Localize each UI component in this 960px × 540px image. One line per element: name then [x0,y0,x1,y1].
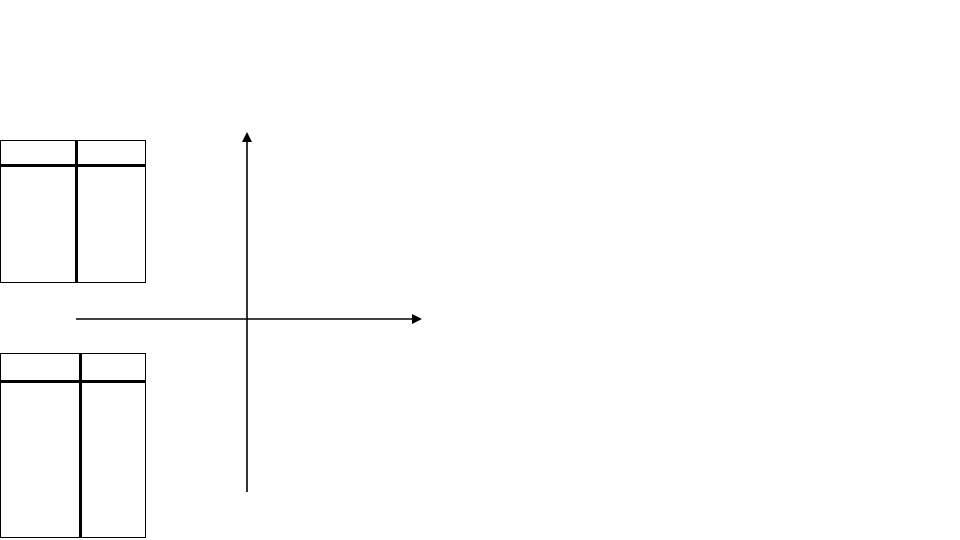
calculator-table-2 [0,353,146,538]
y-axis-arrow [242,132,252,142]
table2-divider [79,354,82,537]
table1-divider [75,141,78,282]
table2-header [1,354,145,383]
x-axis-arrow [412,314,422,324]
table1-header [1,141,145,167]
calculator-table-1 [0,140,146,283]
